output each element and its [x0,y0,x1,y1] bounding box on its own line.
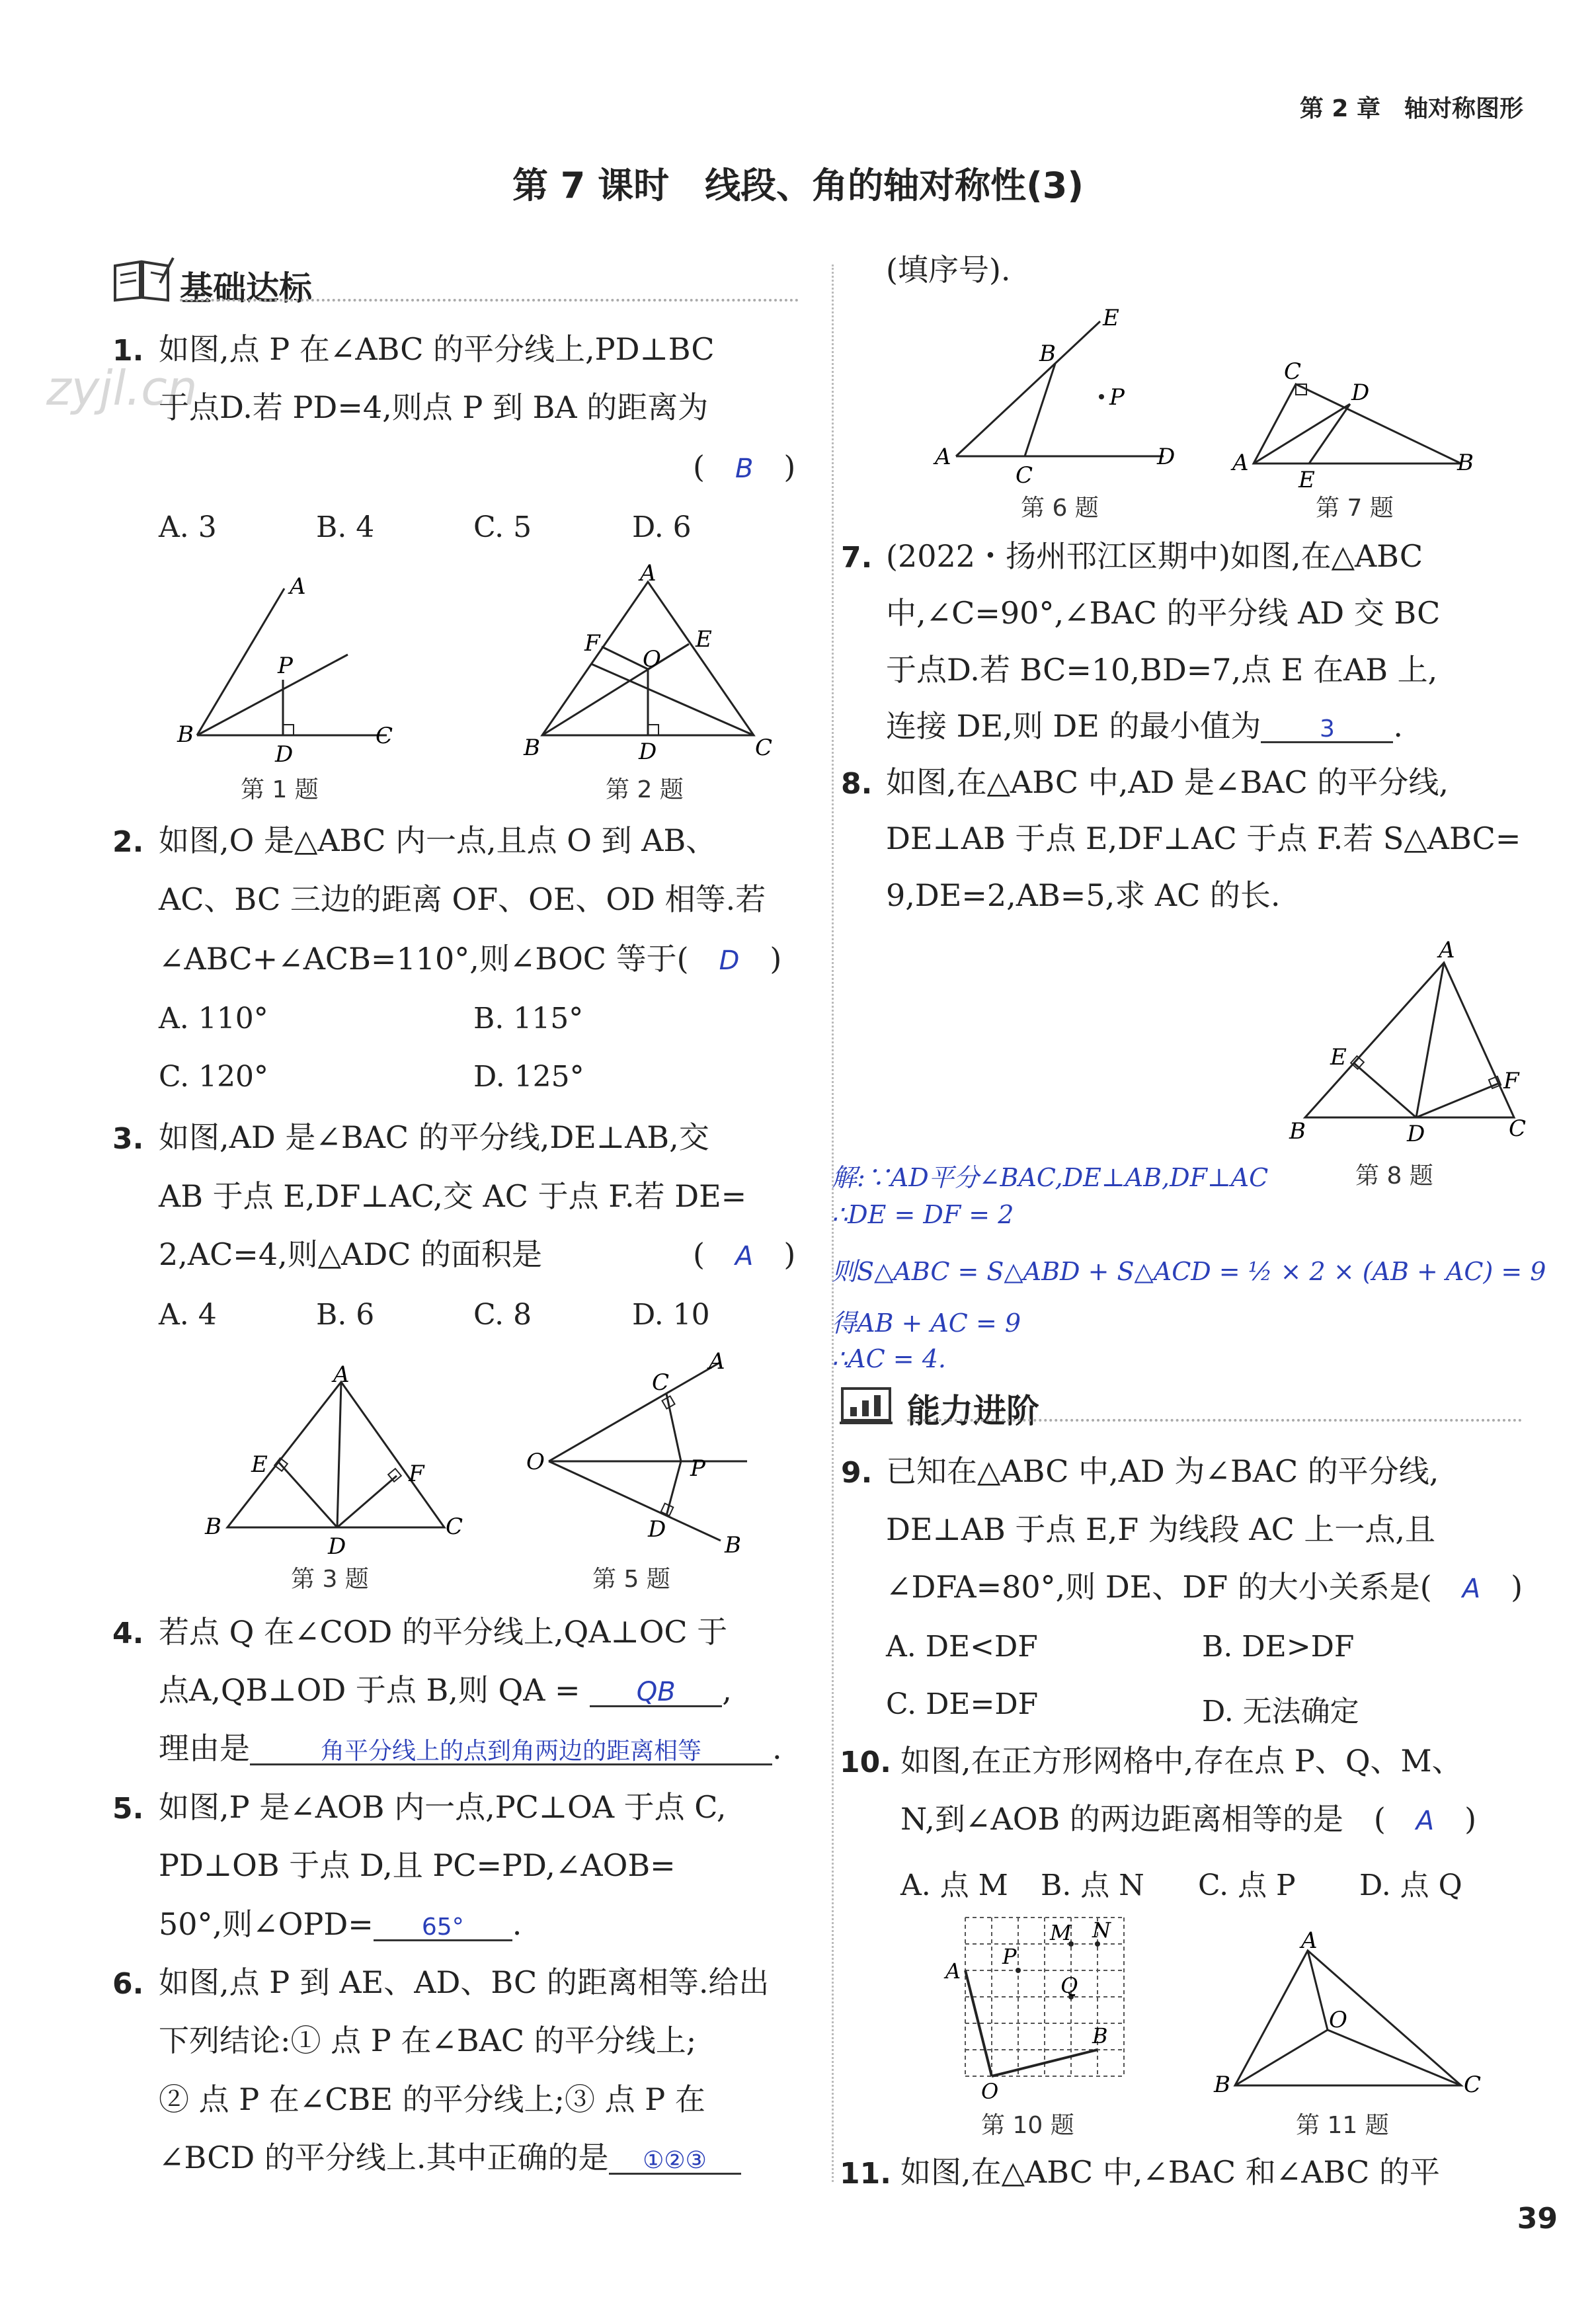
fig2-label-e: E [696,626,712,653]
q10-line2: N,到∠AOB 的两边距离相等的是 ( A ) [900,1801,1477,1837]
q8-solution-line3: 则S△ABC = S△ABD + S△ACD = ½ × 2 × (AB + AC) = 9 [832,1257,1546,1286]
fig5-label-a: A [709,1349,725,1375]
lesson-title: 第 7 课时 线段、角的轴对称性(3) [512,165,1084,206]
q4-line1: 若点 Q 在∠COD 的平分线上,QA⊥OC 于 [159,1614,728,1650]
q6-line4 [159,2142,741,2175]
q9-line2: DE⊥AB 于点 E,F 为线段 AC 上一点,且 [886,1512,1436,1547]
q6-number: 6. [112,1967,144,2001]
fig1-label-p: P [278,653,293,679]
q1-line2: 于点D.若 PD=4,则点 P 到 BA 的距离为 [159,389,709,425]
figure-q7 [1230,347,1481,493]
fig10-label-p: P [1002,1944,1017,1969]
fig11-label-a: A [1301,1931,1318,1954]
fig3-label-c: C [446,1514,463,1540]
q8-solution-line2: ∴DE = DF = 2 [832,1200,1014,1229]
fig10-label-b: B [1092,2023,1108,2048]
fig1-label-a: A [290,573,306,600]
q9-line3: ∠DFA=80°,则 DE、DF 的大小关系是( A ) [886,1569,1523,1605]
fig8-caption: 第 8 题 [1355,1162,1433,1190]
q6-blank [609,2142,741,2175]
fig10-label-a: A [945,1958,961,1984]
book-icon [111,257,175,305]
fig3-label-b: B [205,1514,221,1540]
q5-number: 5. [112,1792,144,1826]
fig3-caption: 第 3 题 [291,1566,369,1593]
fig3-label-f: F [409,1461,424,1487]
fig6-label-a: A [935,444,951,470]
fig5-caption: 第 5 题 [592,1566,670,1593]
fig3-label-e: E [251,1451,268,1478]
q4-line2: 点A,QB⊥OD 于点 B,则 QA = QB , [159,1672,732,1708]
q2-option-a: A. 110° [159,1002,268,1035]
q4-reason-blank [250,1733,772,1765]
q2-answer: D [719,946,740,976]
q2-line1: 如图,O 是△ABC 内一点,且点 O 到 AB、 [159,823,717,858]
fig2-label-b: B [524,735,540,761]
fig1-label-c: C [376,723,393,749]
section-divider-advanced [907,1419,1522,1422]
figure-q5 [522,1349,760,1560]
fig5-label-o: O [526,1449,545,1475]
q9-option-d: D. 无法确定 [1202,1695,1359,1728]
section-basic-title: 基础达标 [180,269,312,307]
q9-line3-text: ∠DFA=80°,则 DE、DF 的大小关系是 [886,1569,1420,1605]
q2-option-b: B. 115° [473,1002,584,1035]
q3-option-c: C. 8 [473,1298,532,1332]
q2-option-c: C. 120° [159,1060,269,1094]
q7-line4-text: 连接 DE,则 DE 的最小值为 [886,708,1261,744]
q7-number: 7. [841,541,873,575]
q5-line1: 如图,P 是∠AOB 内一点,PC⊥OA 于点 C, [159,1789,727,1825]
q4-line3-text: 理由是 [159,1730,250,1766]
fig2-label-o: O [643,646,661,672]
q7-line3: 于点D.若 BC=10,BD=7,点 E 在AB 上, [886,652,1438,688]
fig7-label-b: B [1457,450,1474,476]
fig1-label-d: D [275,741,294,767]
q2-number: 2. [112,825,144,859]
q1-option-c: C. 5 [473,510,532,544]
fig8-label-c: C [1509,1115,1527,1142]
q7-line4: 连接 DE,则 DE 的最小值为 3 . [886,708,1404,744]
q8-line3: 9,DE=2,AB=5,求 AC 的长. [886,877,1281,913]
q1-answer: B [735,454,754,484]
figure-q10 [939,1911,1137,2109]
q1-option-a: A. 3 [159,510,217,544]
q9-option-b: B. DE>DF [1202,1630,1355,1664]
q7-answer: 3 [1319,715,1335,743]
figure-q11 [1210,1931,1488,2109]
fig2-caption: 第 2 题 [606,776,684,803]
fig6-label-c: C [1016,462,1033,489]
fig8-label-e: E [1330,1044,1347,1070]
fig7-label-d: D [1351,380,1370,406]
figure-q1 [165,569,417,767]
q5-line2: PD⊥OB 于点 D,且 PC=PD,∠AOB= [159,1847,676,1883]
q9-number: 9. [841,1456,873,1490]
fig2-label-a: A [640,562,657,586]
q8-line1: 如图,在△ABC 中,AD 是∠BAC 的平分线, [886,764,1449,800]
fig1-label-b: B [177,721,194,748]
fig6-label-b: B [1039,341,1056,367]
fig11-label-c: C [1464,2072,1482,2098]
q1-option-b: B. 4 [316,510,375,544]
q3-option-b: B. 6 [316,1298,375,1332]
q1-option-d: D. 6 [632,510,692,544]
q6-line3: ② 点 P 在∠CBE 的平分线上;③ 点 P 在 [159,2081,705,2117]
fig2-label-c: C [755,735,773,761]
fig8-label-a: A [1439,937,1455,963]
q11-line1: 如图,在△ABC 中,∠BAC 和∠ABC 的平 [900,2154,1440,2190]
figure-q6 [932,304,1183,496]
fig6-label-p: P [1109,384,1125,411]
fig10-label-o: O [981,2079,999,2104]
q4-reason: 角平分线上的点到角两边的距离相等 [320,1738,701,1765]
fig6-label-e: E [1103,305,1119,331]
q6-answer: ①②③ [643,2147,707,2174]
figure-q3 [198,1362,476,1560]
q5-line3: 50°,则∠OPD= 65° . [159,1906,522,1942]
fig10-label-n: N [1092,1918,1111,1943]
fig8-label-d: D [1407,1121,1425,1147]
q10-number: 10. [840,1746,891,1779]
q1-answer-bracket: ( B ) [693,449,796,485]
q6-line1: 如图,点 P 到 AE、AD、BC 的距离相等.给出 [159,1964,770,2000]
q3-answer-bracket: ( A ) [693,1236,796,1272]
fig11-caption: 第 11 题 [1296,2112,1389,2139]
q6-line4-text: ∠BCD 的平分线上.其中正确的是 [159,2140,609,2175]
chart-icon [838,1383,894,1428]
q3-line2: AB 于点 E,DF⊥AC,交 AC 于点 F.若 DE= [159,1178,747,1214]
fig2-label-d: D [639,739,657,765]
q2-line2: AC、BC 三边的距离 OF、OE、OD 相等.若 [159,881,766,917]
fig10-label-m: M [1050,1920,1072,1945]
q3-answer: A [735,1241,754,1272]
q7-line2: 中,∠C=90°,∠BAC 的平分线 AD 交 BC [886,595,1441,631]
q10-answer: A [1416,1806,1435,1836]
fig11-label-b: B [1214,2072,1230,2098]
q9-option-a: A. DE<DF [886,1630,1038,1664]
q4-blank [590,1675,722,1707]
q10-line1: 如图,在正方形网格中,存在点 P、Q、M、 [900,1743,1462,1779]
q10-option-d: D. 点 Q [1359,1869,1462,1902]
q10-line2-text: N,到∠AOB 的两边距离相等的是 [900,1801,1343,1837]
q11-number: 11. [840,2157,891,2191]
fig10-caption: 第 10 题 [981,2112,1074,2139]
fig6-caption: 第 6 题 [1021,495,1099,522]
q4-answer: QB [636,1677,676,1707]
fig2-label-f: F [584,630,600,657]
page-number: 39 [1517,2202,1558,2236]
section-divider [180,299,799,302]
q8-solution-line5: ∴AC = 4. [832,1344,946,1373]
figure-q8 [1276,926,1527,1150]
fig6-label-d: D [1157,444,1176,470]
q10-option-c: C. 点 P [1198,1869,1296,1902]
fig8-label-f: F [1503,1068,1519,1094]
fig5-label-b: B [725,1532,741,1558]
q2-line3-text: ∠ABC+∠ACB=110°,则∠BOC 等于 [159,941,677,977]
q8-line2: DE⊥AB 于点 E,DF⊥AC 于点 F.若 S△ABC= [886,821,1521,856]
q8-number: 8. [841,767,873,801]
q10-option-b: B. 点 N [1041,1869,1144,1902]
q10-option-a: A. 点 M [900,1869,1008,1902]
q3-line1: 如图,AD 是∠BAC 的平分线,DE⊥AB,交 [159,1119,709,1155]
q3-line3: 2,AC=4,则△ADC 的面积是 [159,1236,543,1272]
watermark: zyjl.cn [46,360,198,416]
fig10-label-q: Q [1060,1973,1078,1998]
q3-option-a: A. 4 [159,1298,217,1332]
fig7-label-c: C [1284,358,1302,385]
fig5-label-p: P [690,1455,705,1482]
q9-option-c: C. DE=DF [886,1687,1039,1721]
q9-line1: 已知在△ABC 中,AD 为∠BAC 的平分线, [886,1453,1439,1489]
fig7-caption: 第 7 题 [1316,495,1394,522]
q8-solution-line4: 得AB + AC = 9 [832,1309,1021,1338]
q3-number: 3. [112,1122,144,1156]
q3-option-d: D. 10 [632,1298,710,1332]
fig3-label-d: D [328,1533,346,1560]
q4-number: 4. [112,1617,144,1650]
q6-line5: (填序号). [886,252,1011,288]
fig5-label-d: D [648,1516,666,1543]
fig5-label-c: C [652,1369,670,1396]
q7-line1: (2022・扬州邗江区期中)如图,在△ABC [886,538,1423,574]
q4-line3: 理由是 角平分线上的点到角两边的距离相等 . [159,1730,782,1766]
fig1-caption: 第 1 题 [241,776,319,803]
fig7-label-a: A [1232,450,1249,476]
q5-line3-text: 50°,则∠OPD= [159,1906,374,1942]
fig3-label-a: A [333,1362,350,1388]
q4-line2-text: 点A,QB⊥OD 于点 B,则 QA = [159,1672,580,1708]
fig8-label-b: B [1289,1118,1306,1145]
fig11-label-o: O [1329,2007,1347,2033]
q6-line2: 下列结论:① 点 P 在∠BAC 的平分线上; [159,2023,697,2058]
q5-answer: 65° [421,1914,464,1941]
chapter-header: 第 2 章 轴对称图形 [1299,95,1523,122]
q1-number: 1. [112,334,144,368]
fig7-label-e: E [1298,467,1315,493]
q1-line1: 如图,点 P 在∠ABC 的平分线上,PD⊥BC [159,331,715,367]
q9-answer: A [1462,1574,1481,1604]
section-advanced-title: 能力进阶 [907,1392,1039,1430]
q7-blank [1261,711,1393,743]
q2-option-d: D. 125° [473,1060,584,1094]
q8-solution-line1: 解:∵AD平分∠BAC,DE⊥AB,DF⊥AC [832,1163,1269,1192]
q2-line3: ∠ABC+∠ACB=110°,则∠BOC 等于( D ) [159,941,782,977]
q5-blank [374,1909,512,1941]
figure-q2 [516,562,780,774]
